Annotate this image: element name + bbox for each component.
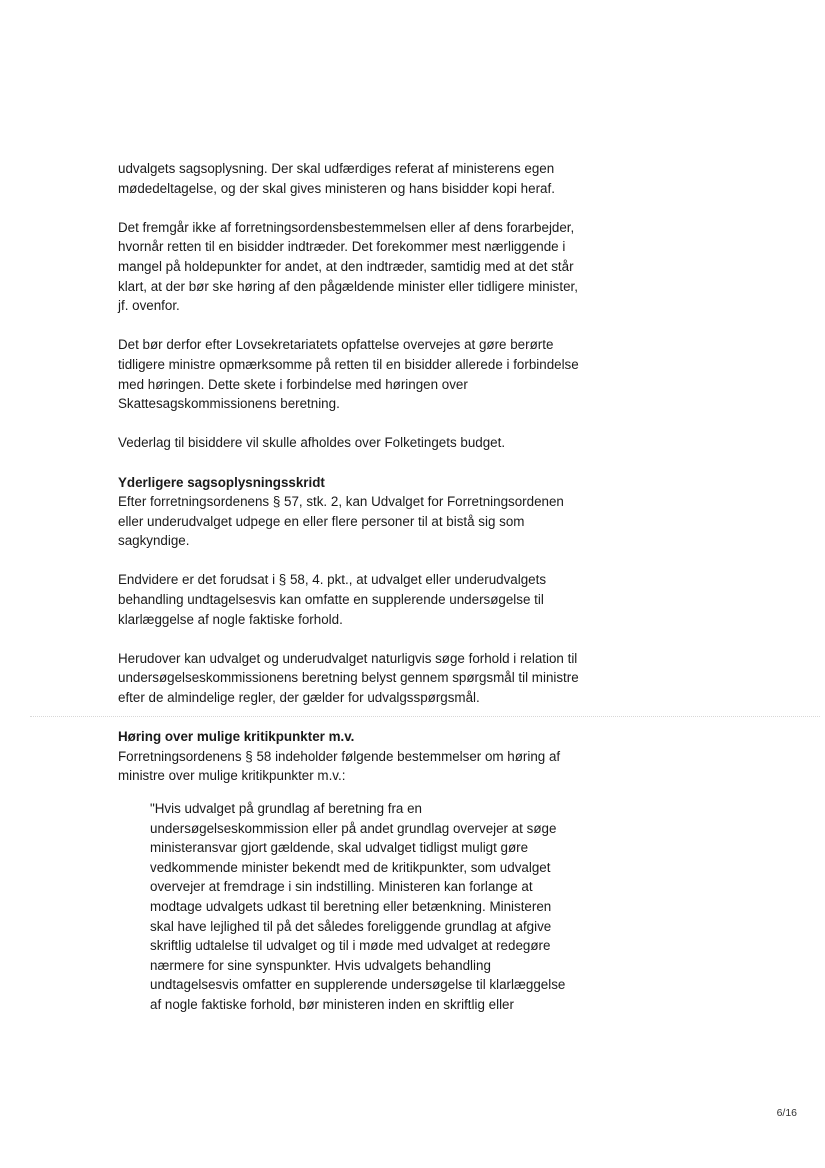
paragraph-supplerende-undersoegelse: Endvidere er det forudsat i § 58, 4. pkt., at udvalget eller underudvalgets behandling undtagelsesvis kan omfatte en supplerende undersøgelse til klarlæggelse af nogle faktiske forhold. [118,572,547,627]
paragraph-paragraf-58: Forretningsordenens § 58 indeholder følgende bestemmelser om høring af ministre over mulige kritikpunkter m.v.: [118,748,561,784]
paragraph-sagkyndige: Efter forretningsordenens § 57, stk. 2, kan Udvalget for Forretningsordenen eller underudvalget udpege en eller flere personer til at bistå sig som sagkyndige. [118,494,564,549]
paragraph-spoergsmaal: Herudover kan udvalget og underudvalget naturligvis søge forhold i relation til undersøgelseskommissionens beretning belyst gennem spørgsmål til ministre efter de almindelige regler, der gælder for udvalgsspørgsmål. [118,650,579,706]
section-sagsoplysningsskridt [118,473,618,708]
paragraph-bisidder-tidspunkt: Det fremgår ikke af forretningsordensbestemmelsen eller af dens forarbejder, hvornår retten til en bisidder indtræder. Det forekommer mest nærliggende i mangel på holdepunkter for andet, at den indtræder, samtidig med at det står klart, at der bør ske høring af den pågældende minister eller tidligere minister, jf. ovenfor. [118,219,578,314]
section-hoering [118,727,618,786]
section-heading-hoering: Høring over mulige kritikpunkter m.v. [118,729,355,745]
page-number: 6/16 [776,1107,797,1119]
document-body [118,159,618,806]
block-quote: "Hvis udvalget på grundlag af beretning fra en undersøgelseskommission eller på andet grundlag overvejer at søge ministeransvar gjort gældende, skal udvalget tidligst muligt gøre vedkommende minister bekendt med de kritikpunkter, som udvalget overvejer at fremdrage i sin indstilling. Ministeren kan forlange at modtage udvalgets udkast til beretning eller betænkning. Ministeren skal have lejlighed til på det således foreliggende grundlag at afgive skriftlig udtalelse til udvalget og til i møde med udvalget at redegøre nærmere for sine synspunkter. Hvis udvalgets behandling undtagelsesvis omfatter en supplerende undersøgelse til klarlæggelse af nogle faktiske forhold, bør ministeren inden en skriftlig eller [150,801,566,1012]
paragraph-sagsoplysning: udvalgets sagsoplysning. Der skal udfærdiges referat af ministerens egen mødedeltagelse, og der skal gives ministeren og hans bisidder kopi heraf. [118,161,555,196]
scan-artifact-line [30,716,820,717]
paragraph-vederlag: Vederlag til bisiddere vil skulle afholdes over Folketingets budget. [118,435,506,451]
section-heading-sagsoplysningsskridt: Yderligere sagsoplysningsskridt [118,474,325,490]
paragraph-lovsekretariat: Det bør derfor efter Lovsekretariatets opfattelse overvejes at gøre berørte tidligere ministre opmærksomme på retten til en bisidder allerede i forbindelse med høringen. Dette skete i forbindelse med høringen over Skattesagskommissionens beretning. [118,337,579,412]
